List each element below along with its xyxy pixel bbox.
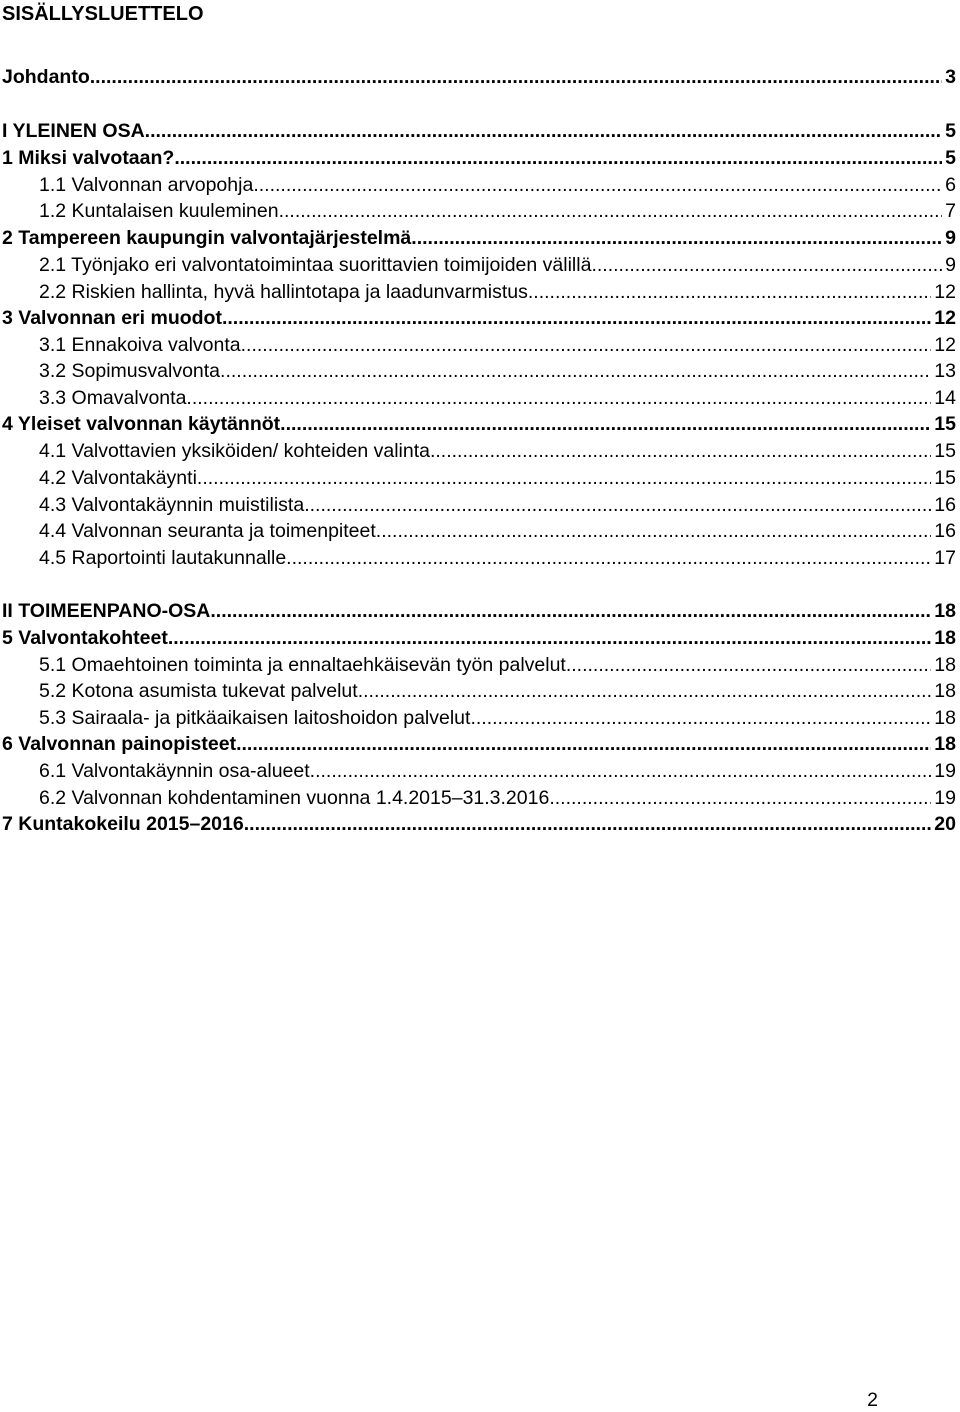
- toc-entry[interactable]: [0, 145, 956, 171]
- toc-dot-leader: [280, 411, 931, 437]
- toc-entry-label: 5 Valvontakohteet: [2, 627, 168, 649]
- toc-dot-leader: [244, 811, 932, 837]
- toc-dot-leader: [411, 225, 942, 251]
- page-number: 2: [867, 1389, 878, 1411]
- toc-entry-label: 3.2 Sopimusvalvonta: [39, 360, 221, 382]
- toc-entry[interactable]: [0, 811, 956, 837]
- toc-entry-page: 18: [934, 733, 956, 755]
- toc-entry-label: 4.2 Valvontakäynti: [39, 467, 197, 489]
- toc-entry-page: 5: [945, 120, 956, 142]
- toc-entry-page: 19: [934, 760, 956, 782]
- toc-entry-label: 5.1 Omaehtoinen toiminta ja ennaltaehkäisevän työn palvelut: [39, 654, 566, 676]
- toc-dot-leader: [591, 252, 942, 278]
- toc-dot-leader: [241, 332, 932, 358]
- toc-entry[interactable]: [0, 545, 956, 571]
- toc-entry[interactable]: [0, 625, 956, 651]
- toc-dot-leader: [145, 118, 942, 144]
- toc-entry-label: 1.1 Valvonnan arvopohja: [39, 174, 254, 196]
- toc-entry[interactable]: [0, 305, 956, 331]
- toc-entry[interactable]: [0, 279, 956, 305]
- toc-entry-label: 1 Miksi valvotaan?: [2, 147, 175, 169]
- toc-entry[interactable]: [0, 438, 956, 464]
- toc-entry-page: 15: [934, 440, 956, 462]
- toc-dot-leader: [549, 785, 931, 811]
- toc-entry-page: 9: [945, 227, 956, 249]
- toc-entry[interactable]: [0, 411, 956, 437]
- toc-entry-page: 3: [945, 66, 956, 88]
- toc-dot-leader: [430, 438, 931, 464]
- toc-entry[interactable]: [0, 598, 956, 624]
- toc-entry-label: II TOIMEENPANO-OSA: [2, 600, 211, 622]
- toc-dot-leader: [279, 198, 943, 224]
- toc-entry-page: 15: [934, 467, 956, 489]
- toc-entry[interactable]: [0, 492, 956, 518]
- toc-entry-label: 4.3 Valvontakäynnin muistilista: [39, 494, 305, 516]
- toc-dot-leader: [470, 705, 931, 731]
- toc-entry-page: 17: [934, 547, 956, 569]
- toc-entry[interactable]: [0, 225, 956, 251]
- toc-entry[interactable]: [0, 358, 956, 384]
- toc-dot-leader: [310, 758, 932, 784]
- toc-entry-page: 13: [934, 360, 956, 382]
- toc-entry-page: 18: [934, 654, 956, 676]
- toc-entry[interactable]: [0, 758, 956, 784]
- toc-entry-label: 3 Valvonnan eri muodot: [2, 307, 222, 329]
- toc-entry-page: 18: [934, 680, 956, 702]
- toc-entry-label: 6.1 Valvontakäynnin osa-alueet: [39, 760, 310, 782]
- toc-dot-leader: [566, 652, 931, 678]
- toc-dot-leader: [304, 492, 931, 518]
- toc-entry-page: 18: [934, 627, 956, 649]
- toc-entry-label: 6.2 Valvonnan kohdentaminen vuonna 1.4.2015–31.3.2016: [39, 787, 550, 809]
- toc-entry-page: 12: [934, 307, 956, 329]
- toc-entry-page: 14: [934, 387, 956, 409]
- toc-entry[interactable]: [0, 198, 956, 224]
- toc-entry-label: 3.3 Omavalvonta: [39, 387, 187, 409]
- toc-entry[interactable]: [0, 118, 956, 144]
- toc-entry-page: 12: [934, 334, 956, 356]
- toc-entry-page: 7: [945, 200, 956, 222]
- toc-entry-label: Johdanto: [2, 66, 90, 88]
- toc-entry-page: 6: [945, 174, 956, 196]
- toc-entry-label: 4 Yleiset valvonnan käytännöt: [2, 413, 281, 435]
- toc-entry-label: 4.4 Valvonnan seuranta ja toimenpiteet: [39, 520, 376, 542]
- toc-entry[interactable]: [0, 465, 956, 491]
- toc-dot-leader: [253, 172, 942, 198]
- toc-entry-label: 1.2 Kuntalaisen kuuleminen: [39, 200, 279, 222]
- toc-dot-leader: [286, 545, 931, 571]
- toc-entry-page: 5: [945, 147, 956, 169]
- toc-dot-leader: [236, 731, 931, 757]
- toc-entry-label: 6 Valvonnan painopisteet: [2, 733, 237, 755]
- toc-entry-label: I YLEINEN OSA: [2, 120, 145, 142]
- toc-entry[interactable]: [0, 785, 956, 811]
- toc-entry[interactable]: [0, 64, 956, 90]
- toc-dot-leader: [220, 358, 931, 384]
- toc-entry-label: 2.1 Työnjako eri valvontatoimintaa suorittavien toimijoiden välillä: [39, 254, 592, 276]
- toc-entry-label: 7 Kuntakokeilu 2015–2016: [2, 813, 244, 835]
- toc-dot-leader: [197, 465, 931, 491]
- toc-entry-label: 5.2 Kotona asumista tukevat palvelut: [39, 680, 358, 702]
- toc-entry-label: 4.5 Raportointi lautakunnalle: [39, 547, 287, 569]
- toc-entry-page: 20: [934, 813, 956, 835]
- toc-entry-page: 12: [934, 281, 956, 303]
- toc-entry-page: 15: [934, 413, 956, 435]
- toc-dot-leader: [210, 598, 931, 624]
- toc-entry-label: 2.2 Riskien hallinta, hyvä hallintotapa ja laadunvarmistus: [39, 281, 528, 303]
- toc-entry-label: 3.1 Ennakoiva valvonta: [39, 334, 241, 356]
- toc-entry-page: 19: [934, 787, 956, 809]
- toc-dot-leader: [358, 678, 932, 704]
- toc-entry-label: 4.1 Valvottavien yksiköiden/ kohteiden valinta: [39, 440, 430, 462]
- toc-entry[interactable]: [0, 652, 956, 678]
- toc-entry-label: 5.3 Sairaala- ja pitkäaikaisen laitoshoidon palvelut: [39, 707, 471, 729]
- toc-entry[interactable]: [0, 385, 956, 411]
- toc-entry-page: 18: [934, 707, 956, 729]
- toc-title: SISÄLLYSLUETTELO: [2, 3, 204, 25]
- toc-entry-page: 16: [934, 520, 956, 542]
- toc-dot-leader: [168, 625, 931, 651]
- toc-entry-page: 18: [934, 600, 956, 622]
- toc-entry[interactable]: [0, 705, 956, 731]
- toc-entry[interactable]: [0, 518, 956, 544]
- toc-dot-leader: [222, 305, 931, 331]
- toc-entry[interactable]: [0, 332, 956, 358]
- toc-entry[interactable]: [0, 678, 956, 704]
- toc-entry-page: 9: [945, 254, 956, 276]
- toc-entry[interactable]: [0, 731, 956, 757]
- toc-dot-leader: [186, 385, 931, 411]
- toc-entry-label: 2 Tampereen kaupungin valvontajärjestelmä: [2, 227, 412, 249]
- toc-entry[interactable]: [0, 252, 956, 278]
- toc-dot-leader: [376, 518, 932, 544]
- toc-entry[interactable]: [0, 172, 956, 198]
- toc-dot-leader: [90, 64, 942, 90]
- toc-entry-page: 16: [934, 494, 956, 516]
- toc-dot-leader: [528, 279, 931, 305]
- toc-dot-leader: [174, 145, 942, 171]
